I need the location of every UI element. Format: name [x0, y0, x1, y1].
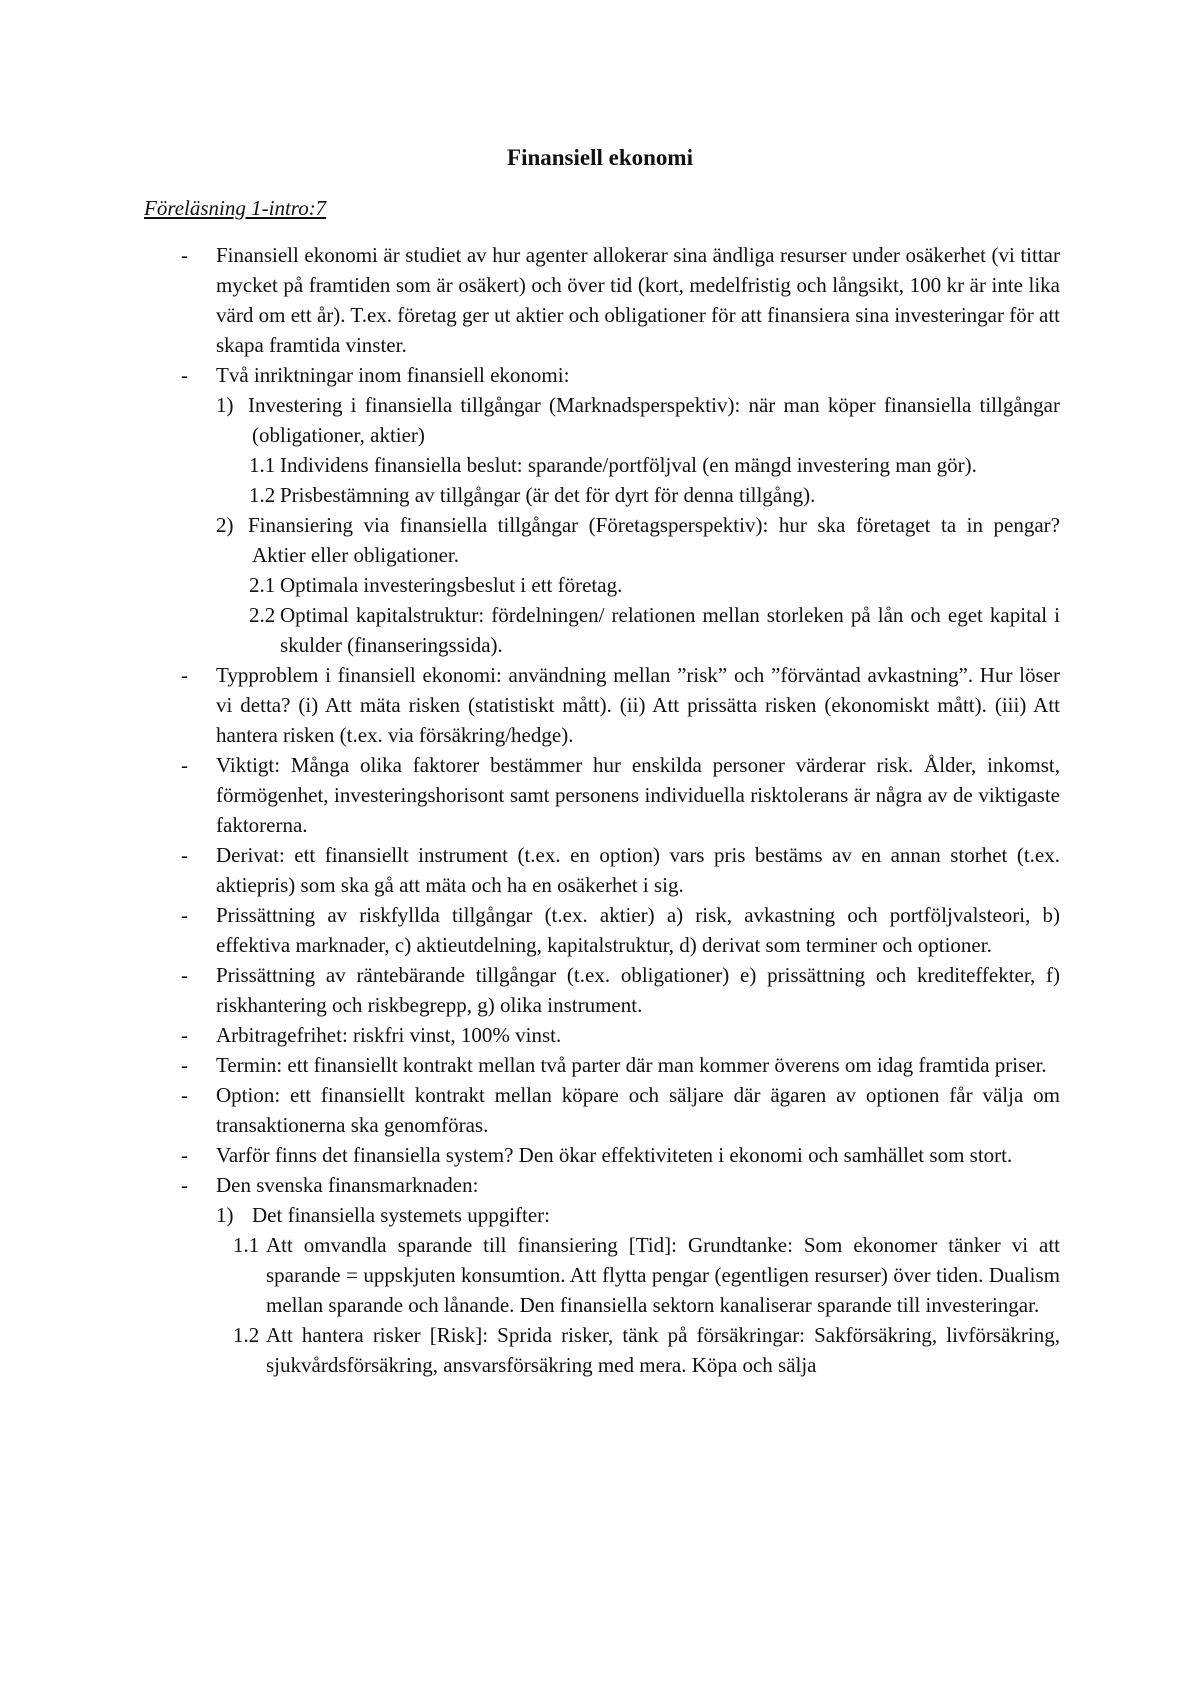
dash-marker: -: [181, 363, 188, 387]
list-item-text: Prissättning av riskfyllda tillgångar (t.ex. aktier) a) risk, avkastning och portföljvalsteori, b) effektiva marknader, c) aktieutdelning, kapitalstruktur, d) derivat som terminer och optioner.: [216, 903, 1060, 957]
dash-marker: -: [181, 1143, 188, 1167]
item-number: 2.2: [249, 603, 276, 627]
item-number: 1): [216, 1203, 234, 1227]
sub-item: [0, 1320, 1200, 1380]
list-item: [0, 1080, 1200, 1140]
list-item-text: Arbitragefrihet: riskfri vinst, 100% vinst.: [216, 1023, 562, 1047]
list-item: [0, 960, 1200, 1020]
item-number: 2): [216, 513, 234, 537]
list-item: [0, 1020, 1200, 1050]
sub-item: [0, 570, 1200, 600]
sub-item-text: Att hantera risker [Risk]: Sprida risker, tänk på försäkringar: Sakförsäkring, livförsäkring, sjukvårdsförsäkring, ansvarsförsäkring med mera. Köpa och sälja: [266, 1323, 1060, 1377]
list-item: [0, 1140, 1200, 1170]
dash-marker: -: [181, 843, 188, 867]
list-item: [0, 1050, 1200, 1080]
sub-item: [0, 600, 1200, 660]
list-item-text: Den svenska finansmarknaden:: [216, 1173, 479, 1197]
item-number: 1): [216, 393, 234, 417]
list-item-text: Prissättning av räntebärande tillgångar (t.ex. obligationer) e) prissättning och krediteffekter, f) riskhantering och riskbegrepp, g) olika instrument.: [216, 963, 1060, 1017]
list-item-text: Typproblem i finansiell ekonomi: användning mellan ”risk” och ”förväntad avkastning”. Hur löser vi detta? (i) Att mäta risken (statistiskt mått). (ii) Att prissätta risken (ekonomiskt mått). (iii) Att hantera risken (t.ex. via försäkring/hedge).: [216, 663, 1060, 747]
item-number: 1.1: [233, 1233, 260, 1257]
sub-item-text: Optimal kapitalstruktur: fördelningen/ relationen mellan storleken på lån och eget kapital i skulder (finanseringssida).: [280, 603, 1060, 657]
dash-marker: -: [181, 1023, 188, 1047]
sub-item: [0, 450, 1200, 480]
page-title: Finansiell ekonomi: [507, 145, 693, 170]
item-number: 1.2: [233, 1323, 260, 1347]
dash-marker: -: [181, 753, 188, 777]
list-item: [0, 660, 1200, 750]
list-item-text: Option: ett finansiellt kontrakt mellan köpare och säljare där ägaren av optionen får välja om transaktionerna ska genomföras.: [216, 1083, 1060, 1137]
numbered-item: [0, 510, 1200, 570]
sub-item: [0, 480, 1200, 510]
list-item-text: Två inriktningar inom finansiell ekonomi:: [216, 363, 570, 387]
dash-marker: -: [181, 963, 188, 987]
sub-item-text: Optimala investeringsbeslut i ett företag.: [280, 573, 623, 597]
dash-marker: -: [181, 663, 188, 687]
sub-item: [0, 1230, 1200, 1320]
numbered-item-text: Investering i finansiella tillgångar (Marknadsperspektiv): när man köper finansiella tillgångar (obligationer, aktier): [248, 393, 1060, 447]
dash-marker: -: [181, 243, 188, 267]
numbered-item: [0, 390, 1200, 450]
document-body: [0, 240, 1200, 1380]
numbered-item-text: Finansiering via finansiella tillgångar (Företagsperspektiv): hur ska företaget ta in pengar? Aktier eller obligationer.: [248, 513, 1060, 567]
list-item: [0, 360, 1200, 390]
lecture-subtitle: Föreläsning 1-intro:7: [144, 196, 327, 220]
numbered-item-text: Det finansiella systemets uppgifter:: [252, 1203, 551, 1227]
item-number: 2.1: [249, 573, 276, 597]
list-item: [0, 1170, 1200, 1200]
list-item-text: Viktigt: Många olika faktorer bestämmer hur enskilda personer värderar risk. Ålder, inkomst, förmögenhet, investeringshorisont samt personens individuella risktolerans är några av de viktigaste faktorerna.: [216, 753, 1060, 837]
dash-marker: -: [181, 1053, 188, 1077]
list-item: [0, 240, 1200, 360]
dash-marker: -: [181, 1173, 188, 1197]
list-item-text: Termin: ett finansiellt kontrakt mellan två parter där man kommer överens om idag framtida priser.: [216, 1053, 1047, 1077]
list-item-text: Varför finns det finansiella system? Den ökar effektiviteten i ekonomi och samhället som stort.: [216, 1143, 1013, 1167]
list-item-text: Finansiell ekonomi är studiet av hur agenter allokerar sina ändliga resurser under osäkerhet (vi tittar mycket på framtiden som är osäkert) och över tid (kort, medelfristig och långsikt, 100 kr är inte lika värd om ett år). T.ex. företag ger ut aktier och obligationer för att finansiera sina investeringar för att skapa framtida vinster.: [216, 243, 1060, 357]
list-item: [0, 750, 1200, 840]
dash-marker: -: [181, 1083, 188, 1107]
numbered-item: [0, 1200, 1200, 1230]
sub-item-text: Prisbestämning av tillgångar (är det för dyrt för denna tillgång).: [280, 483, 816, 507]
item-number: 1.1: [249, 453, 276, 477]
list-item-text: Derivat: ett finansiellt instrument (t.ex. en option) vars pris bestäms av en annan storhet (t.ex. aktiepris) som ska gå att mäta och ha en osäkerhet i sig.: [216, 843, 1060, 897]
sub-item-text: Individens finansiella beslut: sparande/portföljval (en mängd investering man gör).: [280, 453, 977, 477]
list-item: [0, 840, 1200, 900]
list-item: [0, 900, 1200, 960]
item-number: 1.2: [249, 483, 276, 507]
sub-item-text: Att omvandla sparande till finansiering [Tid]: Grundtanke: Som ekonomer tänker vi att sparande = uppskjuten konsumtion. Att flytta pengar (egentligen resurser) över tiden. Dualism mellan sparande och lånande. Den finansiella sektorn kanaliserar sparande till investeringar.: [266, 1233, 1060, 1317]
dash-marker: -: [181, 903, 188, 927]
